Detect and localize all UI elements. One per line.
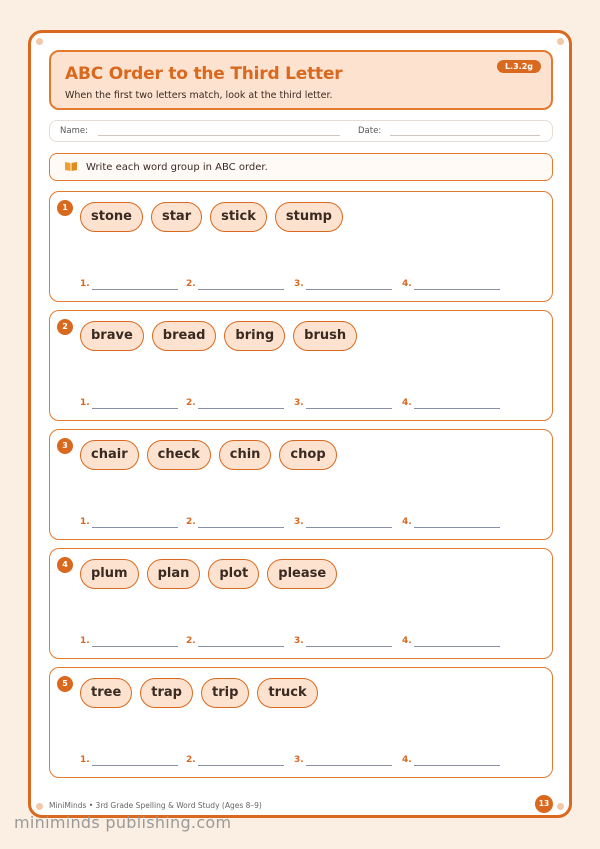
answer-number: 4.: [402, 279, 412, 289]
answer-number: 2.: [186, 636, 196, 646]
answer-slot: [186, 279, 286, 293]
answer-slot: [80, 279, 180, 293]
group-number: 2: [57, 319, 73, 335]
answer-slot: [294, 755, 394, 769]
answer-slot: [294, 398, 394, 412]
answer-number: 3.: [294, 398, 304, 408]
page-title: ABC Order to the Third Letter: [65, 64, 343, 84]
corner-dot: [557, 38, 564, 45]
answer-line[interactable]: [306, 765, 392, 766]
answer-line[interactable]: [198, 765, 284, 766]
instruction-box: [49, 153, 553, 181]
word-pill: stone: [80, 202, 143, 232]
word-pill: plot: [208, 559, 259, 589]
word-pill: plan: [147, 559, 201, 589]
group-number: 4: [57, 557, 73, 573]
page-number: 13: [535, 795, 553, 813]
word-pill: plum: [80, 559, 139, 589]
answer-line[interactable]: [414, 289, 500, 290]
answer-slot: [186, 517, 286, 531]
word-pill: please: [267, 559, 337, 589]
word-pill: chair: [80, 440, 139, 470]
answer-number: 4.: [402, 755, 412, 765]
date-field[interactable]: [390, 135, 540, 136]
worksheet-page: [28, 30, 572, 818]
answer-number: 3.: [294, 517, 304, 527]
answer-number: 2.: [186, 755, 196, 765]
word-list: [80, 440, 337, 470]
answer-slot: [80, 636, 180, 650]
answer-number: 2.: [186, 517, 196, 527]
answer-number: 2.: [186, 279, 196, 289]
word-pill: bring: [224, 321, 285, 351]
answer-slot: [80, 517, 180, 531]
answer-number: 1.: [80, 636, 90, 646]
standard-badge: L.3.2g: [497, 60, 541, 73]
instruction-text: Write each word group in ABC order.: [86, 162, 268, 173]
word-group: [49, 548, 553, 659]
word-group: [49, 191, 553, 302]
word-list: [80, 559, 337, 589]
answer-slot: [80, 398, 180, 412]
answer-slot: [402, 755, 502, 769]
word-pill: stump: [275, 202, 343, 232]
word-pill: stick: [210, 202, 267, 232]
name-field[interactable]: [98, 135, 340, 136]
word-group: [49, 429, 553, 540]
word-group: [49, 310, 553, 421]
answer-slot: [186, 398, 286, 412]
footer-text: MiniMinds • 3rd Grade Spelling & Word Study (Ages 8–9): [49, 801, 262, 810]
word-pill: trap: [140, 678, 193, 708]
answer-line[interactable]: [92, 765, 178, 766]
title-banner: [49, 50, 553, 110]
answer-number: 4.: [402, 636, 412, 646]
name-date-bar: [49, 120, 553, 142]
answer-number: 3.: [294, 755, 304, 765]
answer-line[interactable]: [92, 289, 178, 290]
answer-slot: [402, 398, 502, 412]
word-list: [80, 202, 343, 232]
answer-line[interactable]: [414, 408, 500, 409]
answer-number: 1.: [80, 517, 90, 527]
group-number: 1: [57, 200, 73, 216]
word-list: [80, 321, 357, 351]
word-pill: check: [147, 440, 211, 470]
answer-line[interactable]: [198, 646, 284, 647]
answer-number: 1.: [80, 398, 90, 408]
name-label: Name:: [60, 126, 88, 136]
word-list: [80, 678, 318, 708]
word-pill: truck: [257, 678, 317, 708]
watermark: miniminds publishing.com: [14, 813, 232, 832]
answer-line[interactable]: [306, 646, 392, 647]
word-pill: tree: [80, 678, 132, 708]
answer-slot: [402, 517, 502, 531]
answer-line[interactable]: [92, 646, 178, 647]
answer-number: 3.: [294, 636, 304, 646]
answer-line[interactable]: [198, 527, 284, 528]
answer-line[interactable]: [306, 289, 392, 290]
answer-number: 3.: [294, 279, 304, 289]
answer-number: 1.: [80, 755, 90, 765]
answer-line[interactable]: [414, 646, 500, 647]
answer-line[interactable]: [92, 408, 178, 409]
answer-line[interactable]: [198, 289, 284, 290]
page-subtitle: When the first two letters match, look at the third letter.: [65, 90, 333, 101]
answer-slot: [186, 636, 286, 650]
word-pill: brave: [80, 321, 144, 351]
date-label: Date:: [358, 126, 382, 136]
answer-line[interactable]: [414, 527, 500, 528]
answer-line[interactable]: [306, 527, 392, 528]
word-pill: chin: [219, 440, 272, 470]
word-pill: brush: [293, 321, 357, 351]
answer-slot: [80, 755, 180, 769]
answer-slot: [294, 279, 394, 293]
answer-line[interactable]: [198, 408, 284, 409]
answer-number: 4.: [402, 517, 412, 527]
answer-line[interactable]: [414, 765, 500, 766]
answer-number: 1.: [80, 279, 90, 289]
answer-slot: [402, 636, 502, 650]
corner-dot: [36, 38, 43, 45]
word-pill: trip: [201, 678, 249, 708]
answer-slot: [294, 517, 394, 531]
book-icon: [64, 161, 78, 172]
corner-dot: [36, 803, 43, 810]
answer-slot: [186, 755, 286, 769]
group-number: 5: [57, 676, 73, 692]
group-number: 3: [57, 438, 73, 454]
answer-slot: [294, 636, 394, 650]
word-group: [49, 667, 553, 778]
answer-line[interactable]: [306, 408, 392, 409]
answer-slot: [402, 279, 502, 293]
word-pill: star: [151, 202, 202, 232]
answer-number: 2.: [186, 398, 196, 408]
word-pill: chop: [279, 440, 336, 470]
corner-dot: [557, 803, 564, 810]
answer-number: 4.: [402, 398, 412, 408]
answer-line[interactable]: [92, 527, 178, 528]
word-pill: bread: [152, 321, 217, 351]
